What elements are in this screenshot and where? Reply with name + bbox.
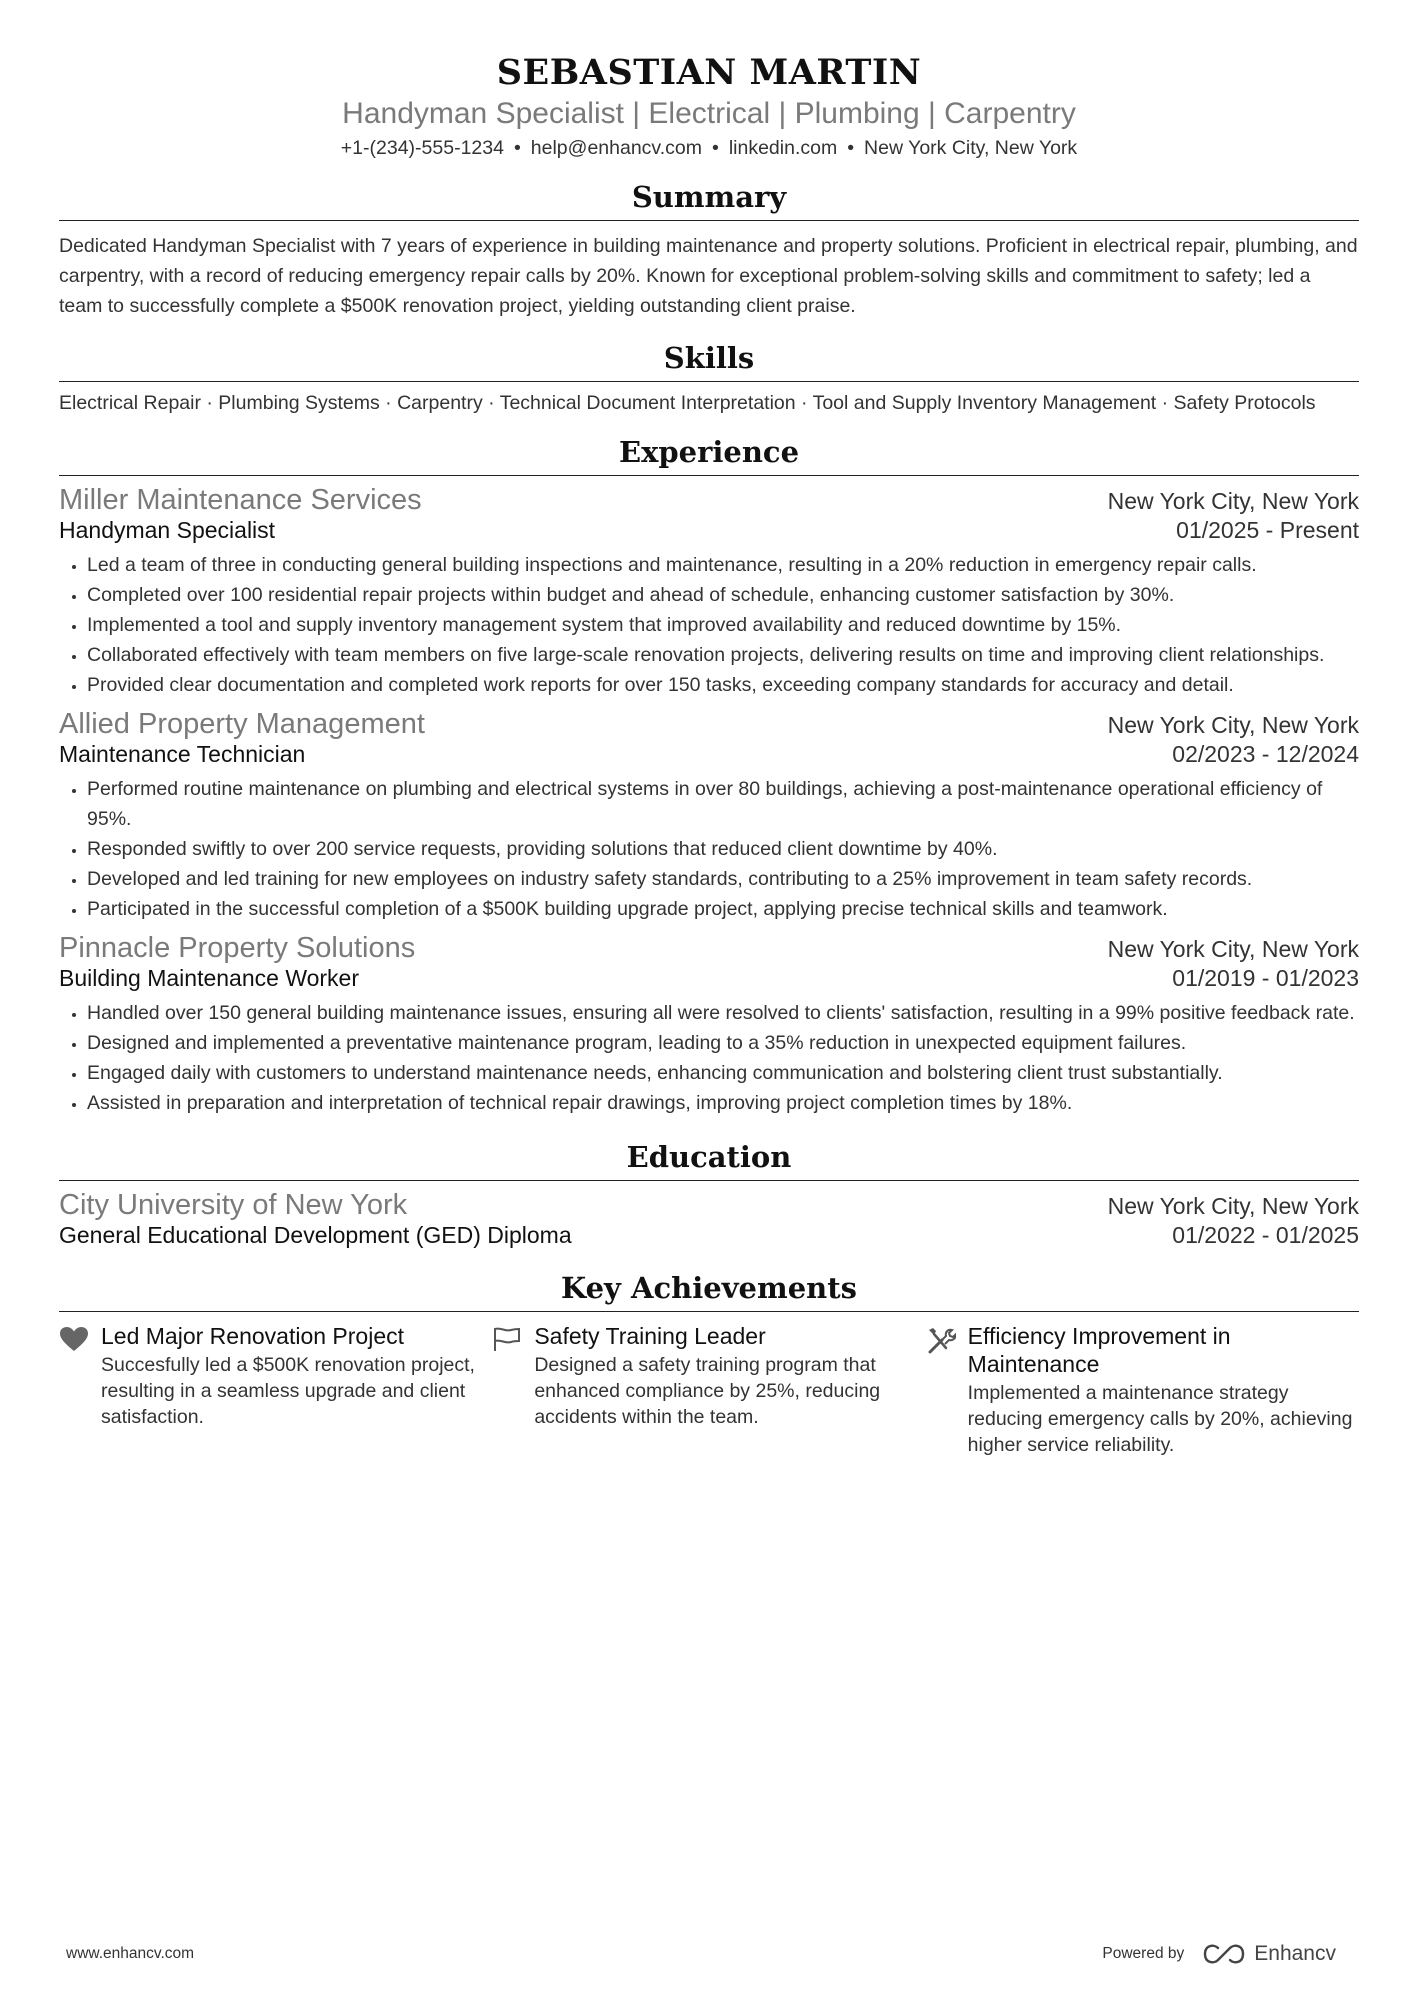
tools-icon [926, 1322, 968, 1458]
job-bullets [59, 774, 1359, 924]
contact-linkedin[interactable]: linkedin.com [728, 137, 838, 159]
job-entry [59, 932, 1359, 1118]
job-bullet: • Collaborated effectively with team members on five large-scale renovation projects, delivering results on time and improving client relationships. [87, 640, 1359, 670]
resume-page [59, 0, 1359, 1458]
job-subheader [59, 517, 1359, 544]
job-dates: 02/2023 - 12/2024 [1172, 741, 1359, 767]
enhancv-logo[interactable] [1202, 1942, 1336, 1966]
separator-dot: • [847, 137, 855, 159]
candidate-name: SEBASTIAN MARTIN [496, 52, 922, 93]
heart-icon [59, 1322, 101, 1458]
achievement-item [926, 1322, 1359, 1458]
job-location: New York City, New York [1107, 488, 1359, 514]
job-bullet: • Performed routine maintenance on plumbing and electrical systems in over 80 buildings, achieving a post-maintenance operational efficiency of 95%. [87, 774, 1359, 834]
enhancv-brand-name: Enhancv [1254, 1942, 1336, 1965]
job-header [59, 484, 1359, 517]
education-location: New York City, New York [1107, 1193, 1359, 1219]
achievement-desc: Succesfully led a $500K renovation project, resulting in a seamless upgrade and client satisfaction. [101, 1354, 475, 1428]
education-subheader [59, 1222, 1359, 1249]
section-title-education: Education [59, 1140, 1359, 1181]
job-bullets [59, 998, 1359, 1118]
section-title-achievements: Key Achievements [59, 1271, 1359, 1312]
contact-email[interactable]: help@enhancv.com [530, 137, 702, 159]
job-bullet: • Handled over 150 general building maintenance issues, ensuring all were resolved to clients' satisfaction, resulting in a 99% positive feedback rate. [87, 998, 1359, 1028]
summary-text: Dedicated Handyman Specialist with 7 years of experience in building maintenance and property solutions. Proficient in electrical repair, plumbing, and carpentry, with a record of reducing emergency repair calls by 20%. Known for exceptional problem-solving skills and commitment to safety; led a team to successfully complete a $500K renovation project, yielding outstanding client praise. [59, 235, 1358, 317]
section-title-experience: Experience [59, 435, 1359, 476]
job-header [59, 708, 1359, 741]
job-dates: 01/2025 - Present [1176, 517, 1359, 543]
achievement-title: Led Major Renovation Project [101, 1323, 404, 1349]
achievement-desc: Implemented a maintenance strategy reducing emergency calls by 20%, achieving higher service reliability. [967, 1382, 1353, 1456]
job-subheader [59, 741, 1359, 768]
job-bullet: • Responded swiftly to over 200 service requests, providing solutions that reduced client downtime by 40%. [87, 834, 1359, 864]
achievements-section [59, 1271, 1359, 1458]
education-school: City University of New York [59, 1189, 408, 1221]
contact-phone[interactable]: +1-(234)-555-1234 [340, 137, 504, 159]
footer-branding [1102, 1942, 1336, 1966]
education-dates: 01/2022 - 01/2025 [1172, 1222, 1359, 1248]
job-role: Maintenance Technician [59, 741, 306, 767]
experience-section [59, 435, 1359, 1118]
job-entry [59, 484, 1359, 700]
job-bullet: • Engaged daily with customers to understand maintenance needs, enhancing communication and bolstering client trust substantially. [87, 1058, 1359, 1088]
achievements-grid [59, 1322, 1359, 1458]
job-bullet: • Assisted in preparation and interpretation of technical repair drawings, improving project completion times by 18%. [87, 1088, 1359, 1118]
job-bullet: • Implemented a tool and supply inventory management system that improved availability and reduced downtime by 15%. [87, 610, 1359, 640]
footer-url[interactable]: www.enhancv.com [66, 1945, 195, 1962]
skills-list: Electrical Repair · Plumbing Systems · Carpentry · Technical Document Interpretation · Tool and Supply Inventory Management · Safety Protocols [59, 392, 1316, 414]
skills-section [59, 341, 1359, 417]
education-section [59, 1140, 1359, 1249]
education-degree: General Educational Development (GED) Diploma [59, 1222, 572, 1248]
achievement-title: Efficiency Improvement in Maintenance [967, 1323, 1231, 1377]
achievement-desc: Designed a safety training program that enhanced compliance by 25%, reducing accidents within the team. [534, 1354, 881, 1428]
section-title-skills: Skills [59, 341, 1359, 382]
job-header [59, 932, 1359, 965]
job-company: Miller Maintenance Services [59, 484, 422, 516]
job-location: New York City, New York [1107, 936, 1359, 962]
job-location: New York City, New York [1107, 712, 1359, 738]
contact-line [59, 137, 1359, 160]
education-header [59, 1189, 1359, 1222]
job-bullet: • Provided clear documentation and completed work reports for over 150 tasks, exceeding company standards for accuracy and detail. [87, 670, 1359, 700]
flag-icon [492, 1322, 534, 1458]
separator-dot: • [711, 137, 719, 159]
job-bullets [59, 550, 1359, 700]
job-company: Pinnacle Property Solutions [59, 932, 416, 964]
powered-by-label: Powered by [1102, 1945, 1185, 1962]
enhancv-logo-icon [1202, 1943, 1246, 1965]
job-bullet: • Designed and implemented a preventative maintenance program, leading to a 35% reduction in unexpected equipment failures. [87, 1028, 1359, 1058]
education-entry [59, 1189, 1359, 1249]
section-title-summary: Summary [59, 180, 1359, 221]
job-subheader [59, 965, 1359, 992]
footer [66, 1942, 1336, 1966]
achievement-item [59, 1322, 492, 1458]
summary-section [59, 180, 1359, 321]
job-bullet: • Participated in the successful completion of a $500K building upgrade project, applying precise technical skills and teamwork. [87, 894, 1359, 924]
job-company: Allied Property Management [59, 708, 425, 740]
contact-location: New York City, New York [864, 137, 1078, 159]
candidate-tagline: Handyman Specialist | Electrical | Plumbing | Carpentry [342, 97, 1076, 130]
achievement-title: Safety Training Leader [534, 1323, 766, 1349]
job-bullet: • Led a team of three in conducting general building inspections and maintenance, resulting in a 20% reduction in emergency repair calls. [87, 550, 1359, 580]
job-dates: 01/2019 - 01/2023 [1172, 965, 1359, 991]
job-role: Building Maintenance Worker [59, 965, 360, 991]
separator-dot: • [513, 137, 521, 159]
job-bullet: • Developed and led training for new employees on industry safety standards, contributing to a 25% improvement in team safety records. [87, 864, 1359, 894]
achievement-item [492, 1322, 925, 1458]
job-role: Handyman Specialist [59, 517, 276, 543]
job-bullet: • Completed over 100 residential repair projects within budget and ahead of schedule, enhancing customer satisfaction by 30%. [87, 580, 1359, 610]
job-entry [59, 708, 1359, 924]
